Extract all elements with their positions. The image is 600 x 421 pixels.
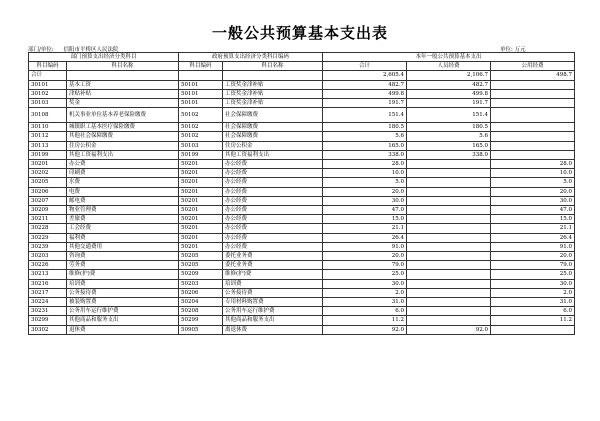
cell-gov-name: 工资奖金津补贴 [223, 80, 323, 89]
cell-total: 79.0 [323, 261, 407, 270]
cell-dept-name: 城镇职工基本医疗保险缴费 [67, 123, 179, 132]
cell-gov-code: 50201 [179, 187, 223, 196]
cell-dept-name: 其他工资福利支出 [67, 150, 179, 159]
cell-gov-name: 社会保障缴费 [223, 132, 323, 141]
header-personnel: 人员经费 [407, 62, 491, 71]
cell-dept-code: 30224 [29, 298, 67, 307]
cell-dept-code: 30302 [29, 325, 67, 334]
cell-gov-code: 50102 [179, 132, 223, 141]
cell-total: 482.7 [323, 80, 407, 89]
cell-gov-code: 50101 [179, 80, 223, 89]
cell-public: 15.0 [491, 215, 575, 224]
cell-dept-code: 30201 [29, 160, 67, 169]
cell-gov-name: 社会保障缴费 [223, 123, 323, 132]
cell-gov-code: 50206 [179, 288, 223, 297]
cell-gov-name: 办公经费 [223, 178, 323, 187]
cell-dept-code: 30213 [29, 270, 67, 279]
cell-gov-code: 50208 [179, 307, 223, 316]
cell-dept-name: 福利费 [67, 233, 179, 242]
cell-dept-code: 30203 [29, 252, 67, 261]
cell-dept-code: 30113 [29, 141, 67, 150]
table-row [29, 80, 575, 89]
cell-gov-name: 办公经费 [223, 160, 323, 169]
cell-gov-code: 50905 [179, 325, 223, 334]
cell-personnel [407, 298, 491, 307]
cell-dept-name: 印刷费 [67, 169, 179, 178]
cell-dept-name: 其他商品和服务支出 [67, 316, 179, 325]
cell-total: 499.8 [323, 89, 407, 98]
cell-dept-code: 30228 [29, 224, 67, 233]
cell-dept-code: 30231 [29, 307, 67, 316]
total-public: 498.7 [491, 71, 575, 80]
cell-public [491, 150, 575, 159]
cell-dept-name: 奖金 [67, 99, 179, 108]
cell-personnel: 180.5 [407, 123, 491, 132]
cell-total: 10.0 [323, 169, 407, 178]
cell-public [491, 123, 575, 132]
cell-total: 5.6 [323, 132, 407, 141]
cell-public: 20.0 [491, 187, 575, 196]
cell-dept-code: 30211 [29, 215, 67, 224]
cell-dept-code: 30110 [29, 123, 67, 132]
cell-dept-name: 咨询费 [67, 252, 179, 261]
cell-dept-name: 公务接待费 [67, 288, 179, 297]
cell-gov-code: 50209 [179, 270, 223, 279]
table-row [29, 89, 575, 98]
cell-personnel [407, 233, 491, 242]
cell-gov-code: 50205 [179, 261, 223, 270]
cell-gov-name: 其他商品和服务支出 [223, 316, 323, 325]
header-name-2: 科目名称 [223, 62, 323, 71]
cell-gov-name: 其他工资福利支出 [223, 150, 323, 159]
cell-total: 30.0 [323, 279, 407, 288]
cell-gov-code: 50299 [179, 316, 223, 325]
cell-gov-code: 50101 [179, 89, 223, 98]
cell-gov-code: 50201 [179, 178, 223, 187]
cell-personnel: 151.4 [407, 108, 491, 123]
table-row [29, 206, 575, 215]
cell-dept-code: 30101 [29, 80, 67, 89]
cell-dept-code: 30207 [29, 196, 67, 205]
total-label: 合计 [29, 71, 67, 80]
cell-gov-name: 办公经费 [223, 215, 323, 224]
cell-personnel: 338.0 [407, 150, 491, 159]
header-total: 合计 [323, 62, 407, 71]
cell-total: 47.0 [323, 206, 407, 215]
cell-total: 21.1 [323, 224, 407, 233]
expenditure-table [28, 52, 575, 335]
cell-gov-code: 50201 [179, 242, 223, 251]
cell-personnel [407, 196, 491, 205]
cell-personnel: 499.8 [407, 89, 491, 98]
cell-gov-code: 50201 [179, 206, 223, 215]
cell-personnel [407, 215, 491, 224]
cell-gov-name: 住房公积金 [223, 141, 323, 150]
cell-gov-code: 50204 [179, 298, 223, 307]
table-row [29, 288, 575, 297]
cell-gov-code: 50205 [179, 252, 223, 261]
header-gov-classification: 政府预算支出经济分类科目编码 [179, 53, 323, 62]
table-row [29, 178, 575, 187]
cell-total: 28.0 [323, 160, 407, 169]
cell-public: 30.0 [491, 279, 575, 288]
header-public: 公用经费 [491, 62, 575, 71]
cell-public [491, 141, 575, 150]
total-value: 2,605.4 [323, 71, 407, 80]
cell-public: 21.1 [491, 224, 575, 233]
cell-dept-code: 30199 [29, 150, 67, 159]
cell-gov-name: 办公经费 [223, 169, 323, 178]
cell-personnel [407, 224, 491, 233]
cell-gov-code: 50103 [179, 141, 223, 150]
table-row [29, 141, 575, 150]
cell-dept-code: 30102 [29, 89, 67, 98]
cell-dept-name: 退休费 [67, 325, 179, 334]
cell-gov-code: 50201 [179, 196, 223, 205]
cell-public: 11.2 [491, 316, 575, 325]
cell-dept-code: 30239 [29, 242, 67, 251]
cell-dept-name: 劳务费 [67, 261, 179, 270]
table-row [29, 224, 575, 233]
cell-dept-code: 30299 [29, 316, 67, 325]
cell-total: 91.0 [323, 242, 407, 251]
cell-gov-code: 50199 [179, 150, 223, 159]
cell-public: 2.0 [491, 288, 575, 297]
cell-public [491, 108, 575, 123]
cell-personnel: 482.7 [407, 80, 491, 89]
cell-gov-code: 50201 [179, 215, 223, 224]
cell-gov-name: 维修(护)费 [223, 270, 323, 279]
table-row [29, 99, 575, 108]
cell-personnel [407, 178, 491, 187]
cell-gov-name: 社会保障缴费 [223, 108, 323, 123]
cell-gov-code: 50201 [179, 160, 223, 169]
department-name: 信阳市平桥区人民法院 [63, 47, 119, 53]
unit-label: 单位: 万元 [500, 47, 526, 53]
cell-dept-code: 30205 [29, 178, 67, 187]
cell-dept-name: 公务用车运行维护费 [67, 307, 179, 316]
cell-dept-name: 电费 [67, 187, 179, 196]
table-row [29, 261, 575, 270]
cell-gov-name: 工资奖金津补贴 [223, 99, 323, 108]
cell-gov-name: 公务用车运行维护费 [223, 307, 323, 316]
cell-public: 79.0 [491, 261, 575, 270]
cell-gov-name: 办公经费 [223, 233, 323, 242]
cell-gov-name: 培训费 [223, 279, 323, 288]
cell-public: 91.0 [491, 242, 575, 251]
header-code: 科目编码 [29, 62, 67, 71]
cell-public [491, 99, 575, 108]
table-row [29, 169, 575, 178]
cell-personnel: 191.7 [407, 99, 491, 108]
cell-dept-name: 维修(护)费 [67, 270, 179, 279]
table-row [29, 270, 575, 279]
cell-total: 31.0 [323, 298, 407, 307]
table-row [29, 108, 575, 123]
cell-gov-code: 50203 [179, 279, 223, 288]
cell-dept-code: 30229 [29, 233, 67, 242]
cell-personnel: 165.0 [407, 141, 491, 150]
cell-personnel [407, 252, 491, 261]
cell-total: 338.0 [323, 150, 407, 159]
cell-dept-code: 30112 [29, 132, 67, 141]
cell-total: 11.2 [323, 316, 407, 325]
total-personnel: 2,106.7 [407, 71, 491, 80]
cell-total: 30.0 [323, 196, 407, 205]
cell-dept-code: 30226 [29, 261, 67, 270]
table-row [29, 279, 575, 288]
table-row [29, 132, 575, 141]
cell-public [491, 132, 575, 141]
table-row [29, 316, 575, 325]
cell-gov-code: 50201 [179, 233, 223, 242]
cell-dept-name: 培训费 [67, 279, 179, 288]
cell-public: 28.0 [491, 160, 575, 169]
cell-public: 30.0 [491, 196, 575, 205]
table-row [29, 242, 575, 251]
cell-dept-name: 工会经费 [67, 224, 179, 233]
cell-gov-name: 委托业务费 [223, 261, 323, 270]
cell-gov-name: 办公经费 [223, 196, 323, 205]
table-row [29, 150, 575, 159]
cell-gov-code: 50102 [179, 123, 223, 132]
cell-dept-name: 邮电费 [67, 196, 179, 205]
cell-dept-name: 差旅费 [67, 215, 179, 224]
department-label: 部门/单位: [28, 47, 54, 53]
cell-personnel: 92.0 [407, 325, 491, 334]
cell-public [491, 325, 575, 334]
table-row [29, 196, 575, 205]
table-row [29, 298, 575, 307]
table-row [29, 215, 575, 224]
cell-dept-code: 30202 [29, 169, 67, 178]
header-row-groups [29, 53, 575, 62]
cell-gov-name: 办公经费 [223, 242, 323, 251]
cell-gov-name: 离退休费 [223, 325, 323, 334]
table-row [29, 307, 575, 316]
table-row [29, 252, 575, 261]
cell-public: 10.0 [491, 169, 575, 178]
cell-dept-code: 30108 [29, 108, 67, 123]
cell-gov-code: 50201 [179, 169, 223, 178]
header-code-2: 科目编码 [179, 62, 223, 71]
cell-total: 180.5 [323, 123, 407, 132]
cell-dept-code: 30217 [29, 288, 67, 297]
cell-public: 26.4 [491, 233, 575, 242]
cell-gov-name: 办公经费 [223, 206, 323, 215]
cell-personnel [407, 206, 491, 215]
cell-personnel [407, 307, 491, 316]
cell-dept-name: 被装购置费 [67, 298, 179, 307]
cell-total: 20.0 [323, 252, 407, 261]
cell-dept-name: 住房公积金 [67, 141, 179, 150]
total-row [29, 71, 575, 80]
cell-gov-name: 公务接待费 [223, 288, 323, 297]
cell-personnel [407, 316, 491, 325]
page-title: 一般公共预算基本支出表 [211, 24, 388, 42]
cell-total: 26.4 [323, 233, 407, 242]
cell-total: 191.7 [323, 99, 407, 108]
cell-total: 25.0 [323, 270, 407, 279]
cell-public: 47.0 [491, 206, 575, 215]
header-expenditure: 本年一般公共预算基本支出 [323, 53, 575, 62]
header-row-columns [29, 62, 575, 71]
cell-dept-name: 其他社会保障缴费 [67, 132, 179, 141]
cell-gov-name: 工资奖金津补贴 [223, 89, 323, 98]
cell-personnel [407, 279, 491, 288]
cell-public: 31.0 [491, 298, 575, 307]
cell-dept-name: 津贴补贴 [67, 89, 179, 98]
header-dept-classification: 部门预算支出经济分类科目 [29, 53, 179, 62]
cell-dept-name: 物业管理费 [67, 206, 179, 215]
table-row [29, 187, 575, 196]
cell-total: 15.0 [323, 215, 407, 224]
cell-total: 6.0 [323, 307, 407, 316]
cell-gov-name: 专用材料购置费 [223, 298, 323, 307]
cell-total: 165.0 [323, 141, 407, 150]
cell-personnel [407, 160, 491, 169]
cell-gov-code: 50102 [179, 108, 223, 123]
cell-dept-name: 其他交通费用 [67, 242, 179, 251]
cell-total: 151.4 [323, 108, 407, 123]
cell-total: 2.0 [323, 288, 407, 297]
cell-gov-name: 办公经费 [223, 224, 323, 233]
cell-public: 5.0 [491, 178, 575, 187]
cell-personnel: 5.6 [407, 132, 491, 141]
header-name: 科目名称 [67, 62, 179, 71]
cell-personnel [407, 261, 491, 270]
cell-gov-name: 委托业务费 [223, 252, 323, 261]
cell-gov-code: 50201 [179, 224, 223, 233]
table-row [29, 233, 575, 242]
cell-personnel [407, 288, 491, 297]
cell-public: 25.0 [491, 270, 575, 279]
cell-dept-code: 30209 [29, 206, 67, 215]
cell-dept-code: 30103 [29, 99, 67, 108]
cell-dept-name: 机关事业单位基本养老保险缴费 [67, 108, 179, 123]
cell-public [491, 80, 575, 89]
cell-personnel [407, 187, 491, 196]
cell-public: 20.0 [491, 252, 575, 261]
cell-public: 6.0 [491, 307, 575, 316]
cell-total: 5.0 [323, 178, 407, 187]
table-row [29, 325, 575, 334]
table-row [29, 123, 575, 132]
table-row [29, 160, 575, 169]
cell-total: 20.0 [323, 187, 407, 196]
cell-dept-name: 水费 [67, 178, 179, 187]
cell-dept-code: 30216 [29, 279, 67, 288]
cell-personnel [407, 270, 491, 279]
cell-dept-code: 30206 [29, 187, 67, 196]
cell-total: 92.0 [323, 325, 407, 334]
cell-dept-name: 基本工资 [67, 80, 179, 89]
cell-personnel [407, 242, 491, 251]
cell-gov-name: 办公经费 [223, 187, 323, 196]
cell-gov-code: 50101 [179, 99, 223, 108]
cell-personnel [407, 169, 491, 178]
cell-dept-name: 办公费 [67, 160, 179, 169]
cell-public [491, 89, 575, 98]
